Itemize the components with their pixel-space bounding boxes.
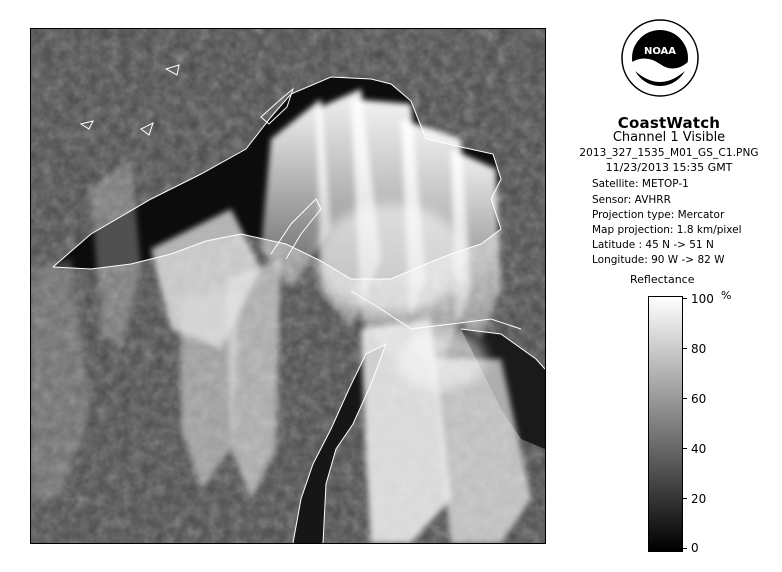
satellite-image (30, 28, 546, 544)
noaa-logo (620, 18, 700, 98)
colorbar-tick-label: 0 (691, 541, 699, 555)
channel-label: Channel 1 Visible (612, 130, 726, 145)
colorbar-tick (683, 298, 687, 299)
longitude-line: Longitude: 90 W -> 82 W (592, 254, 725, 266)
reflectance-colorbar (648, 296, 683, 552)
colorbar-tick (683, 398, 687, 399)
product-title: CoastWatch (617, 114, 721, 132)
noaa-logo-text: NOAA (643, 46, 677, 57)
cloud-core-2 (396, 329, 486, 389)
acquisition-datetime: 11/23/2013 15:35 GMT (605, 161, 733, 174)
colorbar-unit: % (721, 289, 732, 302)
projection-type-line: Projection type: Mercator (592, 209, 725, 221)
colorbar-tick-label: 20 (691, 492, 707, 506)
sensor-line: Sensor: AVHRR (592, 194, 671, 206)
cloud-core (316, 204, 466, 314)
satellite-line: Satellite: METOP-1 (592, 178, 689, 190)
map-projection-line: Map projection: 1.8 km/pixel (592, 224, 742, 236)
colorbar-title: Reflectance (630, 273, 695, 286)
colorbar-tick-label: 80 (691, 342, 707, 356)
latitude-line: Latitude : 45 N -> 51 N (592, 239, 714, 251)
colorbar-tick (683, 498, 687, 499)
colorbar-tick (683, 548, 687, 549)
colorbar-tick-label: 60 (691, 392, 707, 406)
colorbar-tick-label: 40 (691, 442, 707, 456)
image-filename: 2013_327_1535_M01_GS_C1.PNG (579, 147, 759, 159)
colorbar-tick (683, 448, 687, 449)
colorbar-tick-label: 100 (691, 292, 714, 306)
colorbar-tick (683, 348, 687, 349)
